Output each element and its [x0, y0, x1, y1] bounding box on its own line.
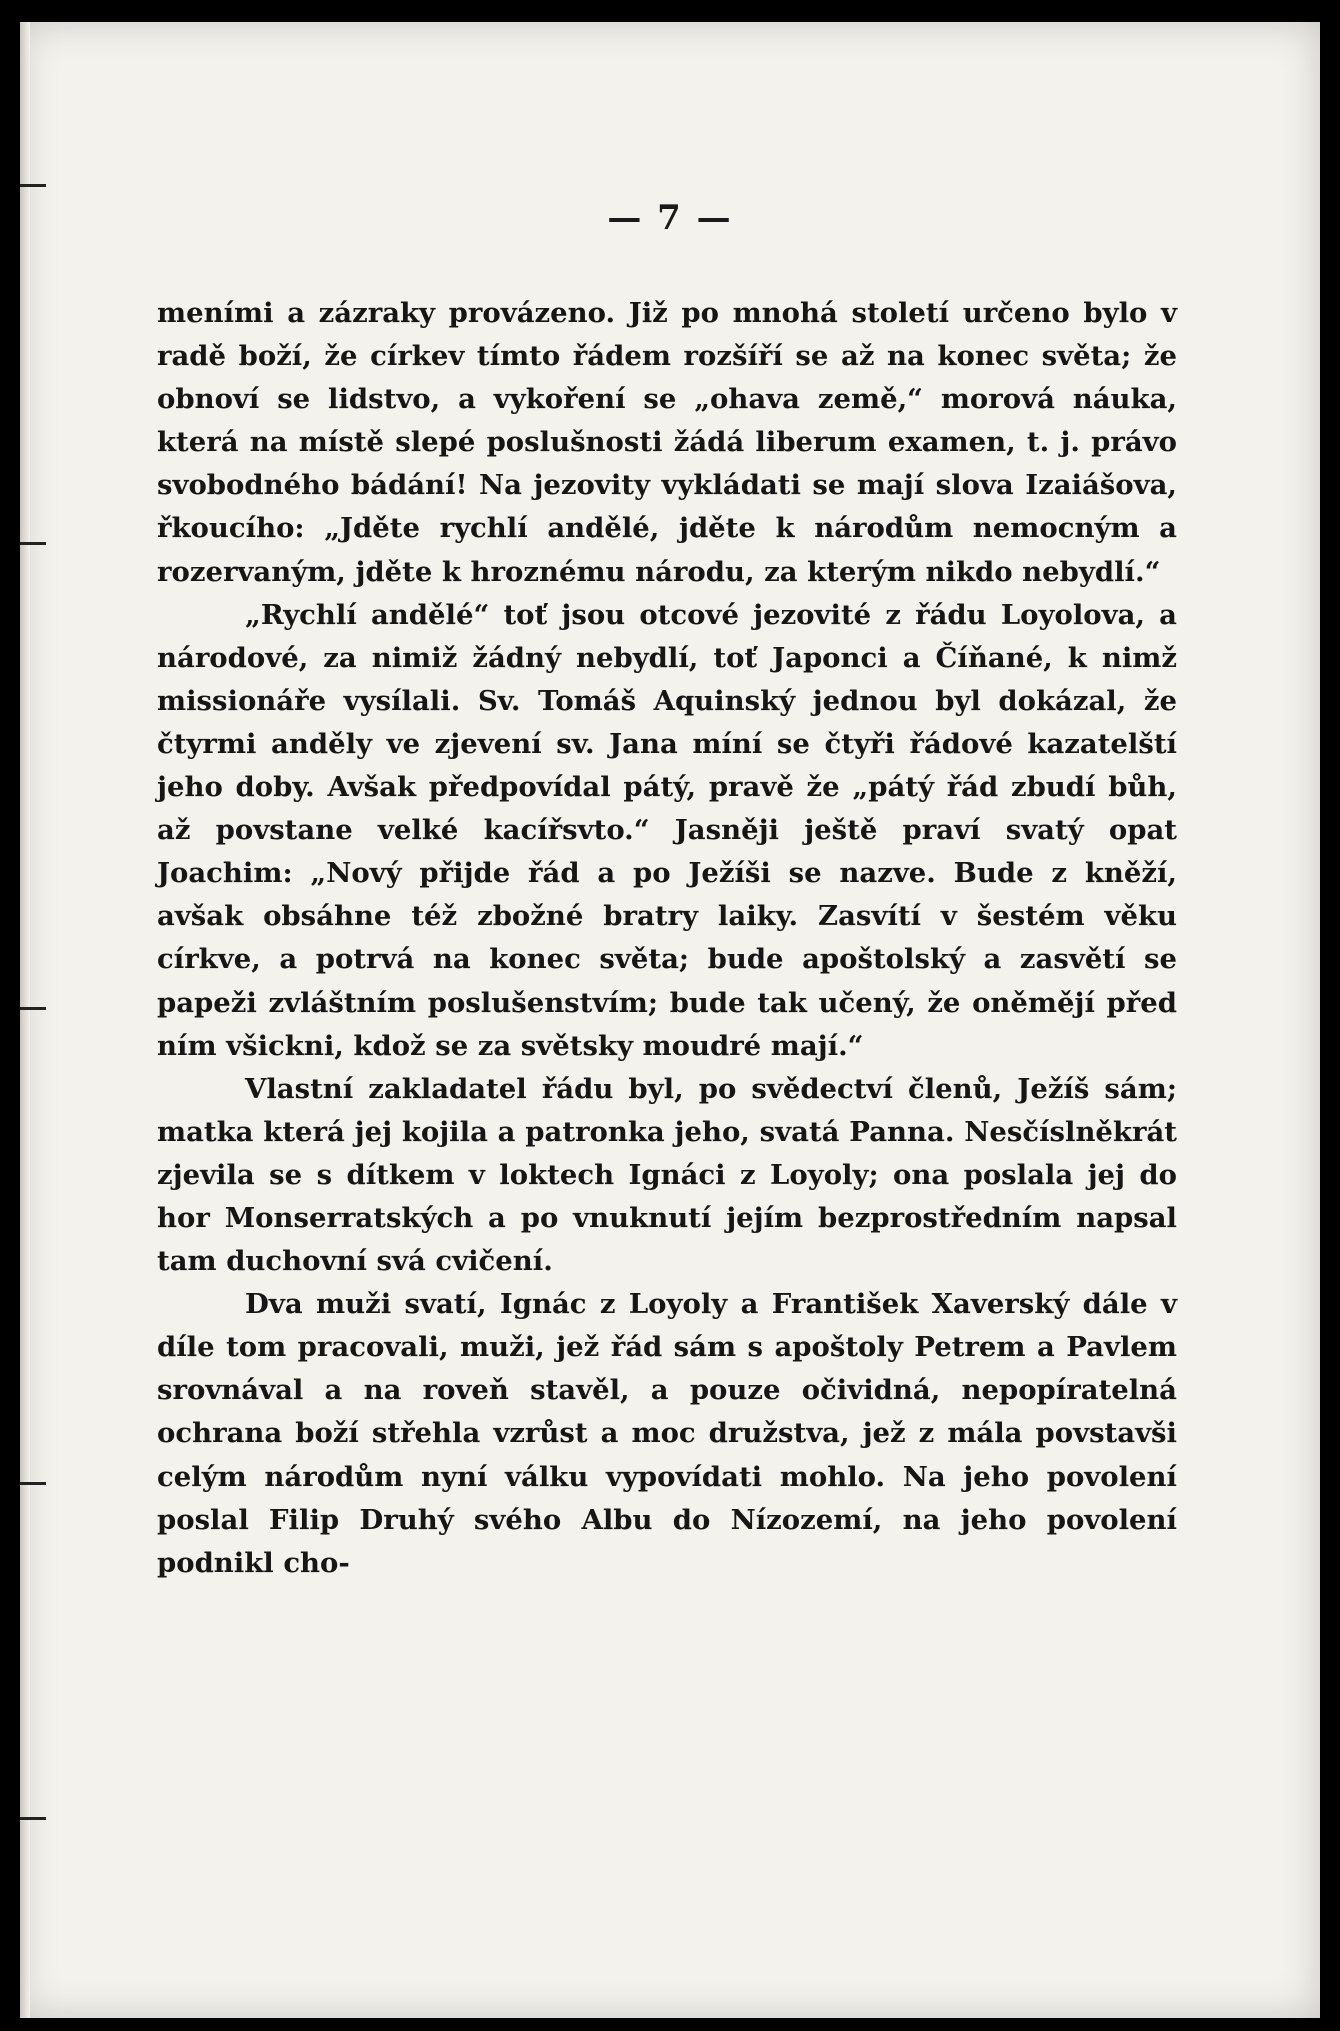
paragraph: „Rychlí andělé“ toť jsou otcové jezovité z řádu Loyolova, a národové, za nimiž žádný nebydlí, toť Japonci a Číňané, k nimž missionáře vysílali. Sv. Tomáš Aquinský jednou byl dokázal, že čtyrmi anděly ve zjevení sv. Jana míní se čtyři řádové kazatelští jeho doby. Avšak předpovídal pátý, pravě že „pátý řád zbudí bůh, až povstane velké kacířsvto.“ Jasněji ještě praví svatý opat Joachim: „Nový přijde řád a po Ježíši se nazve. Bude z kněží, avšak obsáhne též zbožné bratry laiky. Zasvítí v šestém věku církve, a potrvá na konec světa; bude apoštolský a zasvětí se papeži zvláštním poslušenstvím; bude tak učený, že oněmějí před ním všickni, kdož se za světsky moudré mají.“: [157, 598, 1177, 1062]
paragraph: Dva muži svatí, Ignác z Loyoly a František Xaverský dále v díle tom pracovali, muži, jež řád sám s apoštoly Petrem a Pavlem srovnával a na roveň stavěl, a pouze očividná, nepopíratelná ochrana boží střehla vzrůst a moc družstva, jež z mála povstavši celým národům nyní válku vypovídati mohlo. Na jeho povolení poslal Filip Druhý svého Albu do Nízozemí, na jeho povolení podnikl cho-: [157, 1288, 1177, 1579]
page-binding-edge: [20, 22, 30, 2018]
binding-mark: [20, 1007, 46, 1010]
body-text: [157, 292, 1177, 1585]
binding-mark: [20, 1817, 46, 1820]
binding-mark: [20, 1482, 46, 1485]
binding-mark: [20, 542, 46, 545]
paragraph: Vlastní zakladatel řádu byl, po svědectví členů, Ježíš sám; matka která jej kojila a patronka jeho, svatá Panna. Nesčíslněkrát zjevila se s dítkem v loktech Ignáci z Loyoly; ona poslala jej do hor Monserratských a po vnuknutí jejím bezprostředním napsal tam duchovní svá cvičení.: [157, 1072, 1177, 1278]
page-number: — 7 —: [607, 198, 733, 238]
paragraph: meními a zázraky provázeno. Již po mnohá století určeno bylo v radě boží, že církev tímto řádem rozšíří se až na konec světa; že obnoví se lidstvo, a vykoření se „ohava země,“ morová náuka, která na místě slepé poslušnosti žádá liberum examen, t. j. právo svobodného bádání! Na jezovity vykládati se mají slova Izaiášova, řkoucího: „Jděte rychlí andělé, jděte k národům nemocným a rozervaným, jděte k hroznému národu, za kterým nikdo nebydlí.“: [157, 297, 1177, 588]
book-page: [20, 22, 1320, 2018]
binding-mark: [20, 184, 46, 187]
